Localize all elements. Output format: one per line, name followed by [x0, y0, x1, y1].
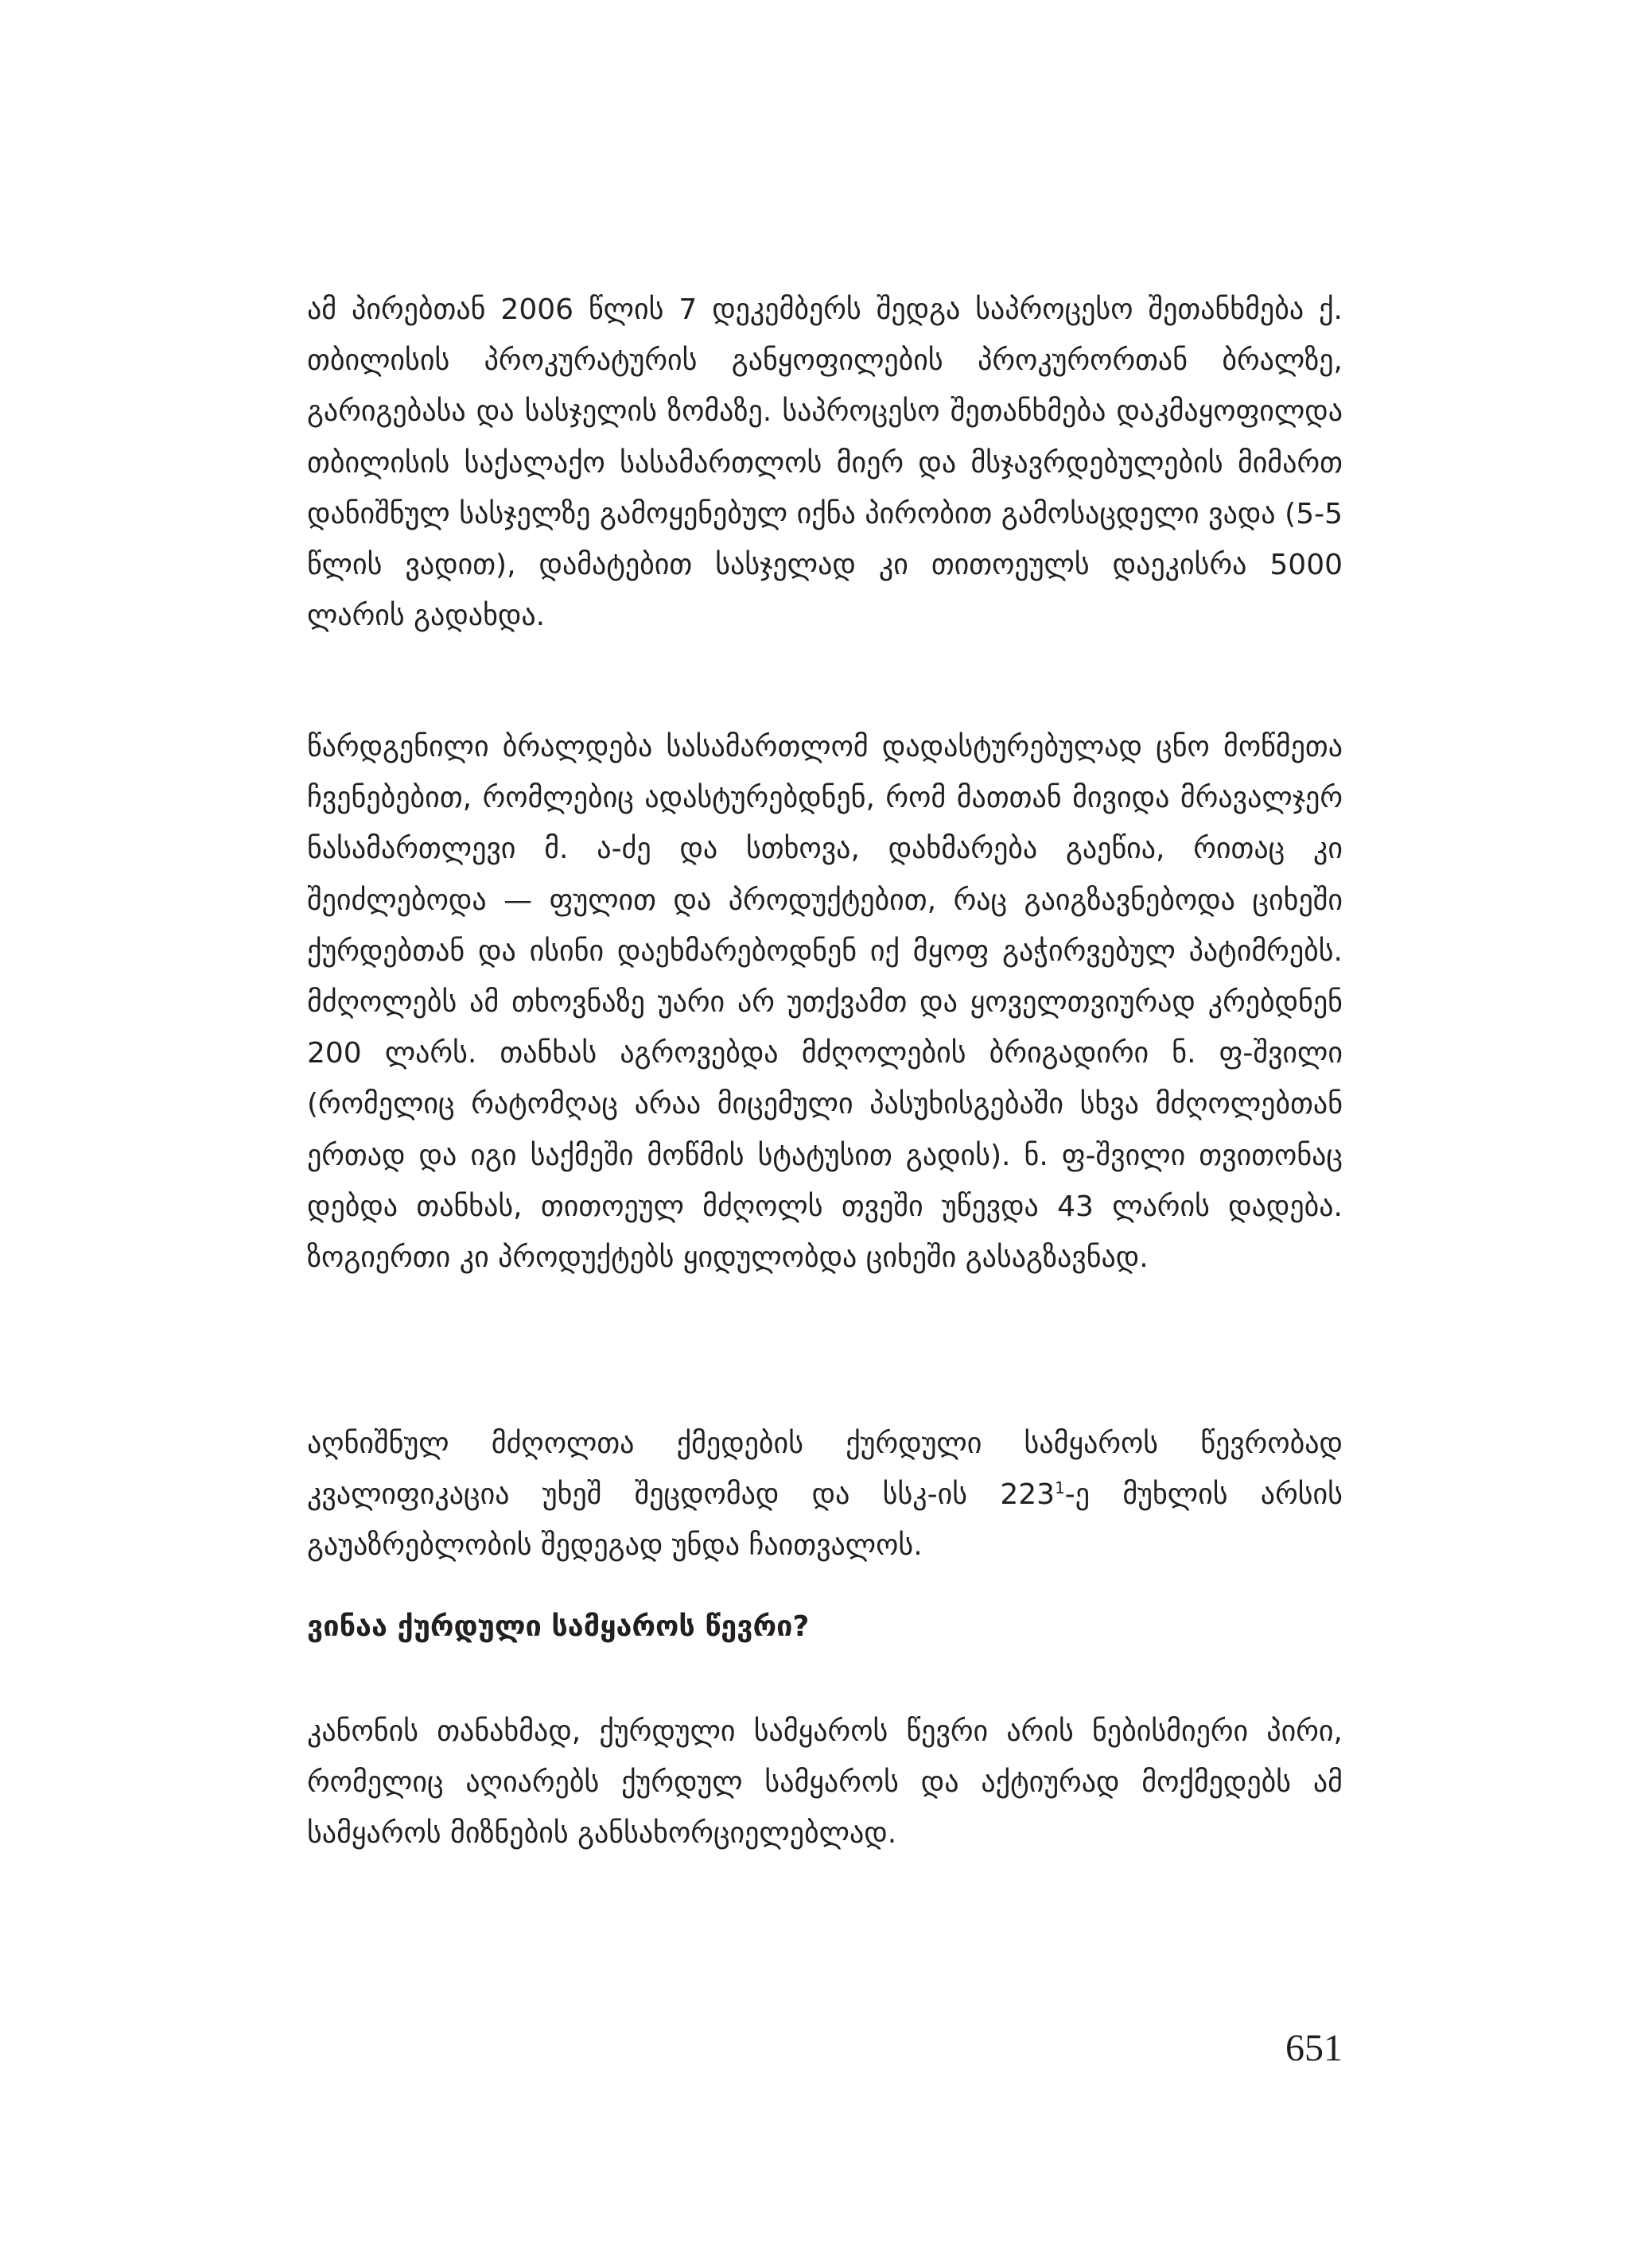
paragraph-3 [307, 1419, 1343, 1572]
page-number: 651 [1285, 2027, 1343, 2069]
paragraph-1: ამ პირებთან 2006 წლის 7 დეკემბერს შედგა საპროცესო შეთანხმება ქ. თბილისის პროკურატურის განყოფილების პროკურორთან ბრალზე, გარიგებასა და სასჯელის ზომაზე. საპროცესო შეთანხმება დაკმაყოფილდა თბილისის საქალაქო სასამართლოს მიერ და მსჯავრდებულების მიმართ დანიშნულ სასჯელზე გამოყენებულ იქნა პირობით გამოსაცდელი ვადა (5-5 წლის ვადით), დამატებით სასჯელად კი თითოეულს დაეკისრა 5000 ლარის გადახდა. [307, 293, 1343, 633]
section-heading: ვინაა ქურდული სამყაროს წევრი? [307, 1610, 810, 1643]
paragraph-3-text-start: აღნიშნულ მძღოლთა ქმედების ქურდული სამყაროს წევრობად კვალიფიკაცია უხეშ შეცდომად და სსკ-ის 223 [307, 1427, 1343, 1512]
paragraph-3-text-end: -ე მუხლის არსის გაუაზრებლობის შედეგად უნდა ჩაითვალოს. [307, 1478, 1343, 1563]
paragraph-4: კანონის თანახმად, ქურდული სამყაროს წევრი არის ნებისმიერი პირი, რომელიც აღიარებს ქურდულ სამყაროს და აქტიურად მოქმედებს ამ სამყაროს მიზნების განსახორციელებლად. [307, 1715, 1343, 1851]
article-superscript: 1 [1055, 1478, 1065, 1498]
paragraph-2: წარდგენილი ბრალდება სასამართლომ დადასტურებულად ცნო მოწმეთა ჩვენებებით, რომლებიც ადასტურებდნენ, რომ მათთან მივიდა მრავალჯერ ნასამართლევი მ. ა-ძე და სთხოვა, დახმარება გაეწია, რითაც კი შეიძლებოდა — ფულით და პროდუქტებით, რაც გაიგზავნებოდა ციხეში ქურდებთან და ისინი დაეხმარებოდნენ იქ მყოფ გაჭირვებულ პატიმრებს. მძღოლებს ამ თხოვნაზე უარი არ უთქვამთ და ყოველთვიურად კრებდნენ 200 ლარს. თანხას აგროვებდა მძღოლების ბრიგადირი ნ. ფ-შვილი (რომელიც რატომღაც არაა მიცემული პასუხისგებაში სხვა მძღოლებთან ერთად და იგი საქმეში მოწმის სტატუსით გადის). ნ. ფ-შვილი თვითონაც დებდა თანხას, თითოეულ მძღოლს თვეში უწევდა 43 ლარის დადება. ზოგიერთი კი პროდუქტებს ყიდულობდა ციხეში გასაგზავნად. [307, 731, 1343, 1275]
